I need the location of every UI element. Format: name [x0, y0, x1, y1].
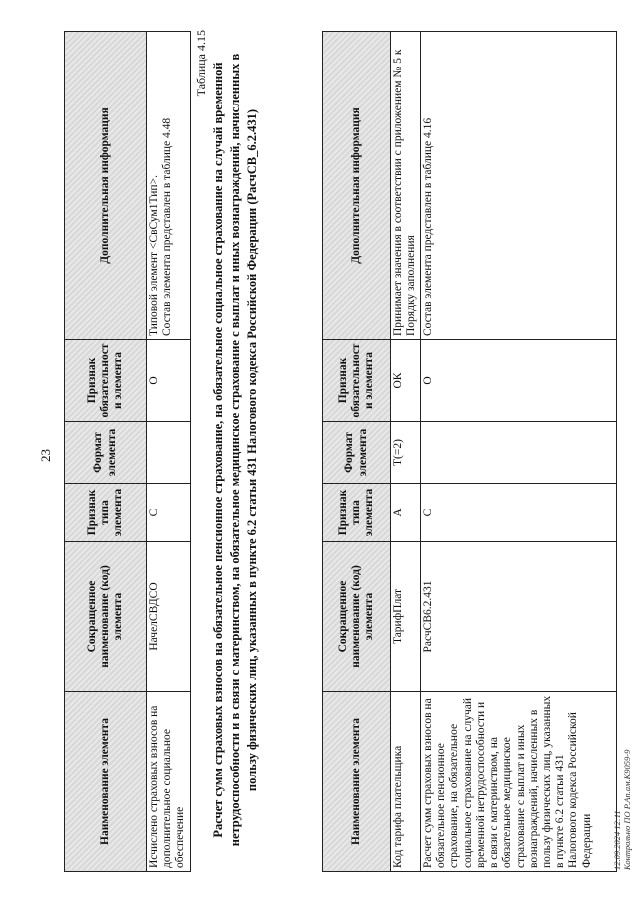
column-header-type: Признак типа элемента — [65, 484, 147, 542]
table-header-row — [323, 32, 391, 872]
table-row — [147, 32, 191, 872]
cell-name: Исчислено страховых взносов на дополнительное социальное обеспечение — [147, 692, 191, 872]
cell-info — [147, 32, 191, 340]
column-header-name: Наименование элемента — [323, 692, 391, 872]
column-header-type: Признак типа элемента — [323, 484, 391, 542]
cell-type: А — [391, 484, 421, 542]
cell-code: НачелСВДСО — [147, 542, 191, 692]
cell-format — [147, 422, 191, 484]
cell-type: С — [421, 484, 617, 542]
elements-table-top — [64, 31, 191, 872]
stamp-line-2: Контрольно ПО Р.Ап.ам.К9059-9 — [622, 749, 633, 870]
column-header-required: Признак обязательности элемента — [65, 340, 147, 422]
info-line-1: Типовой элемент <СвСум1Тип>. — [148, 175, 160, 336]
column-header-required: Признак обязательности элемента — [323, 340, 391, 422]
cell-info — [421, 32, 617, 340]
column-header-info: Дополнительная информация — [65, 32, 147, 340]
table-header-row — [65, 32, 147, 872]
info-line-1: Состав элемента представлен в таблице 4.16 — [422, 117, 434, 336]
section-heading: Расчет сумм страховых взносов на обязательное пенсионное страхование, на обязательное социальное страхование на случай временной нетрудоспособности и в связи с материнством, на обязательное медицинское страхование с выплат и иных вознаграждений, начисленных в пользу физических лиц, указанных в пункте 6.2 статьи 431 Налогового кодекса Российской Федерации (РасчСВ_6.2.431) — [211, 53, 259, 847]
column-header-format: Формат элемента — [65, 422, 147, 484]
cell-name: Код тарифа плательщика — [391, 692, 421, 872]
cell-name: Расчет сумм страховых взносов на обязательное пенсионное страхование, на обязательное социальное страхование на случай временной нетрудоспособности и в связи с материнством, на обязательное медицинское страхование с выплат и иных вознаграждений, начисленных в пользу физических лиц, указанных в пункте 6.2 статьи 431 Налогового кодекса Российской Федерации — [421, 692, 617, 872]
cell-required: О — [147, 340, 191, 422]
cell-info — [391, 32, 421, 340]
cell-type: С — [147, 484, 191, 542]
cell-code: ТарифПлат — [391, 542, 421, 692]
column-header-code: Сокращенное наименование (код) элемента — [65, 542, 147, 692]
info-line-1: Принимает значения в соответствии с приложением № 5 к Порядку заполнения — [392, 49, 418, 336]
cell-format — [421, 422, 617, 484]
table-caption: Таблица 4.15 — [194, 30, 208, 97]
page-number: 23 — [38, 449, 53, 462]
stamp-line-1: 12.09.2024 12:11 — [612, 810, 622, 870]
cell-required: ОК — [391, 340, 421, 422]
column-header-info: Дополнительная информация — [323, 32, 391, 340]
print-stamp — [612, 750, 632, 870]
table-row — [421, 32, 617, 872]
info-line-2: Состав элемента представлен в таблице 4.48 — [161, 117, 174, 336]
column-header-code: Сокращенное наименование (код) элемента — [323, 542, 391, 692]
table-row — [391, 32, 421, 872]
cell-format: T(=2) — [391, 422, 421, 484]
column-header-format: Формат элемента — [323, 422, 391, 484]
elements-table-bottom — [322, 31, 617, 872]
column-header-name: Наименование элемента — [65, 692, 147, 872]
cell-code: РасчСВ6.2.431 — [421, 542, 617, 692]
cell-required: О — [421, 340, 617, 422]
